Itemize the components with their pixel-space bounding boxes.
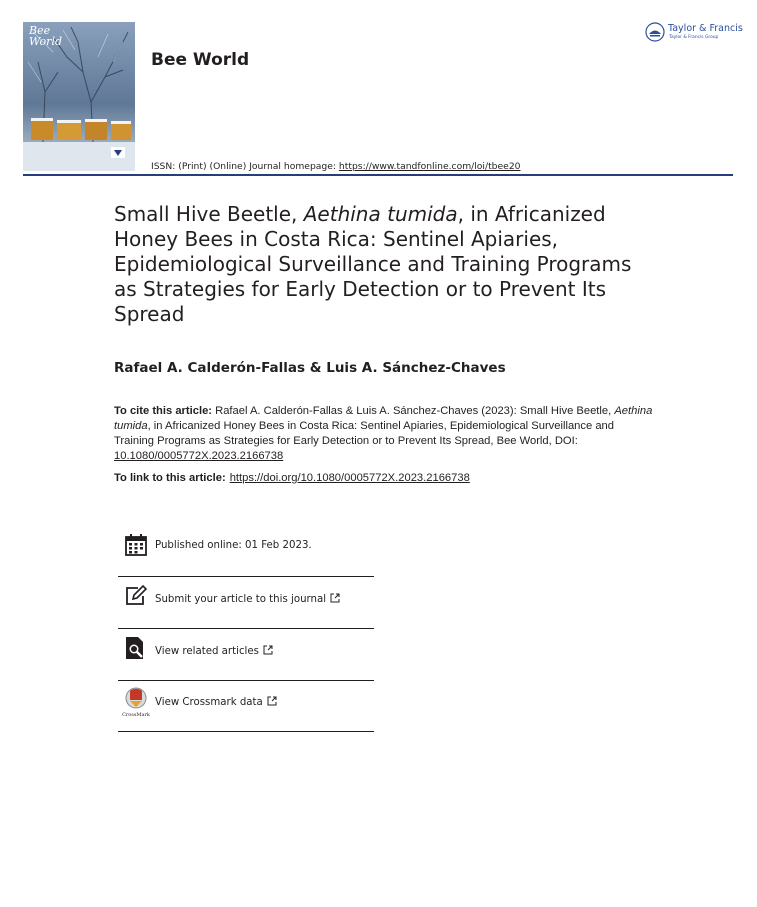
info-divider bbox=[118, 731, 374, 732]
journal-cover-image[interactable] bbox=[23, 22, 135, 171]
submit-article-link[interactable] bbox=[155, 593, 340, 605]
cover-title: Bee World bbox=[29, 24, 62, 48]
article-title bbox=[114, 202, 644, 327]
info-divider bbox=[118, 628, 374, 629]
published-online-item bbox=[118, 525, 374, 577]
citation-block bbox=[114, 404, 654, 464]
document-search-icon bbox=[124, 636, 148, 660]
title-text-1: Small Hive Beetle, bbox=[114, 202, 304, 226]
article-authors: Rafael A. Calderón-Fallas & Luis A. Sánchez-Chaves bbox=[114, 360, 506, 376]
info-divider bbox=[118, 680, 374, 681]
article-link-line bbox=[114, 472, 470, 484]
issn-line bbox=[151, 161, 521, 172]
submit-article-item[interactable] bbox=[118, 578, 374, 630]
publisher-group: Taylor & Francis Group bbox=[669, 35, 719, 40]
link-label: To link to this article: bbox=[114, 472, 226, 484]
related-articles-link[interactable] bbox=[155, 645, 273, 657]
related-articles-label: View related articles bbox=[155, 646, 259, 657]
external-link-icon bbox=[330, 593, 340, 603]
taylor-francis-lamp-icon bbox=[645, 22, 665, 42]
related-articles-item[interactable] bbox=[118, 630, 374, 682]
citation-text-1: Rafael A. Calderón-Fallas & Luis A. Sánchez-Chaves (2023): Small Hive Beetle, bbox=[212, 405, 615, 417]
citation-text-2: , in Africanized Honey Bees in Costa Rica: Sentinel Apiaries, Epidemiological Surveillance and Training Programs as Strategies for Early Detection or to Prevent Its Spread, Bee World, DOI: bbox=[114, 420, 614, 447]
article-doi-url-link[interactable]: https://doi.org/10.1080/0005772X.2023.2166738 bbox=[229, 472, 470, 484]
publisher-name: Taylor & Francis bbox=[668, 23, 743, 34]
crossmark-item[interactable] bbox=[118, 682, 374, 734]
submit-article-label: Submit your article to this journal bbox=[155, 594, 327, 605]
published-online-text: Published online: 01 Feb 2023. bbox=[155, 540, 312, 551]
issn-text: ISSN: (Print) (Online) Journal homepage: bbox=[151, 161, 339, 172]
calendar-icon bbox=[124, 533, 148, 557]
external-link-icon bbox=[267, 696, 277, 706]
crossmark-icon bbox=[124, 687, 148, 717]
title-species-italic: Aethina tumida bbox=[303, 202, 458, 226]
crossmark-label: View Crossmark data bbox=[155, 697, 263, 708]
crossmark-link[interactable] bbox=[155, 696, 277, 708]
title-text-2: , in Africanized Honey Bees in Costa Rica: Sentinel Apiaries, Epidemiological Surveillance and Training Programs as Strategies for Early Detection or to Prevent Its Spread bbox=[114, 202, 632, 326]
external-link-icon bbox=[263, 645, 273, 655]
edit-icon bbox=[124, 584, 148, 608]
journal-name[interactable]: Bee World bbox=[151, 50, 250, 70]
header-divider bbox=[23, 174, 733, 176]
citation-species-italic: Aethina tumida bbox=[114, 405, 653, 432]
citation-label: To cite this article: bbox=[114, 405, 213, 417]
journal-homepage-link[interactable]: https://www.tandfonline.com/loi/tbee20 bbox=[338, 161, 521, 172]
citation-doi-link[interactable]: 10.1080/0005772X.2023.2166738 bbox=[114, 450, 284, 462]
crossmark-logo-text: CrossMark bbox=[122, 712, 150, 718]
info-divider bbox=[118, 576, 374, 577]
